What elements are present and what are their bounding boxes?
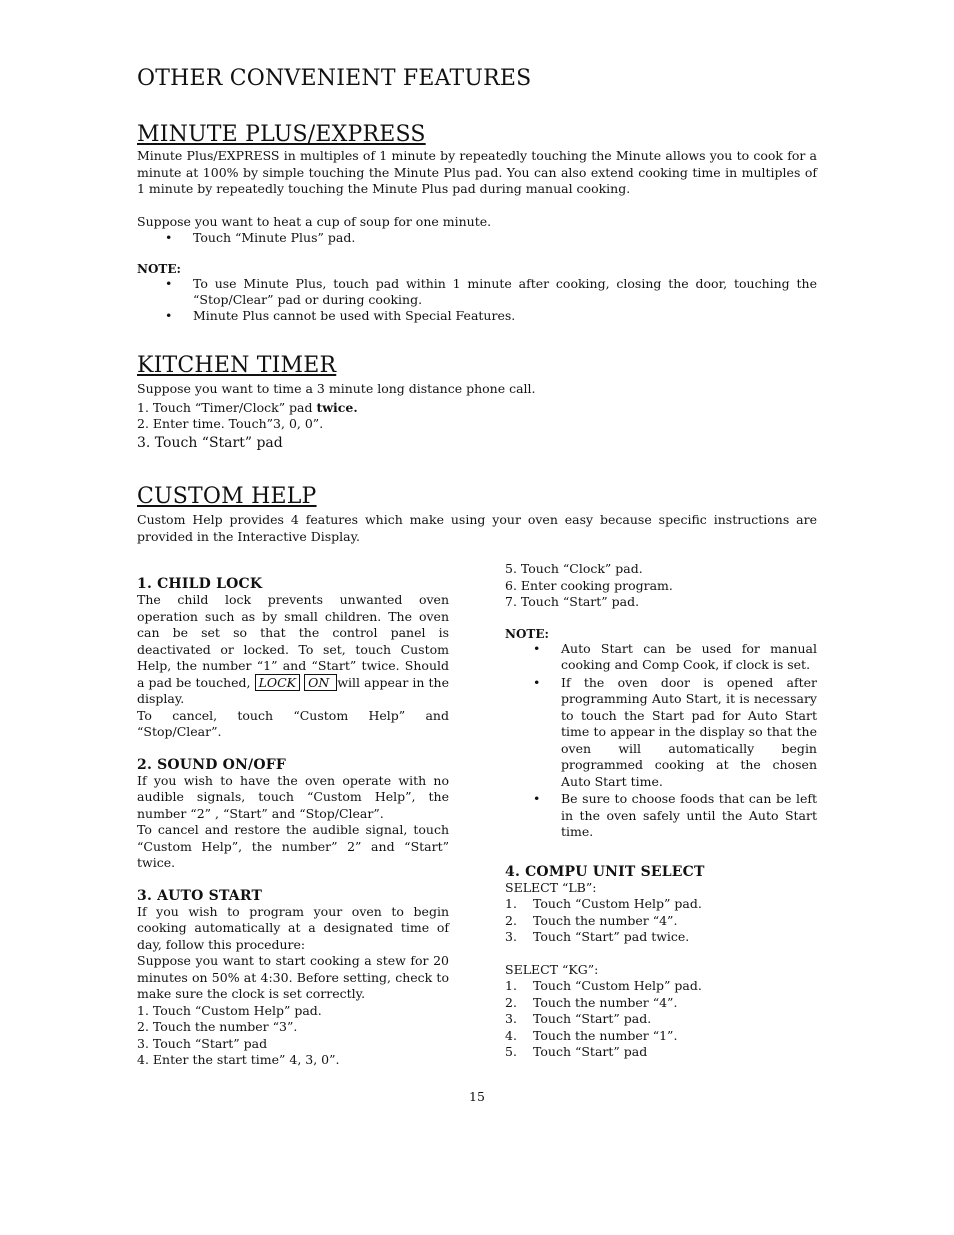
- child-lock-heading: 1. CHILD LOCK: [137, 576, 263, 592]
- auto-start-step: 4. Enter the start time” 4, 3, 0”.: [137, 1052, 340, 1067]
- auto-start-text: If you wish to program your oven to begin cooking automatically at a designated time of day, follow this procedure:: [137, 903, 449, 952]
- step-number: 5.: [505, 1044, 517, 1059]
- auto-start-step: 3. Touch “Start” pad: [137, 1035, 268, 1051]
- minute-plus-notes: [137, 276, 817, 324]
- step-text: Touch “Start” pad.: [533, 1011, 652, 1026]
- list-item: • If the oven door is opened after programming Auto Start, it is necessary to touch the Start pad for Auto Start time to appear in the display so that the oven will automatically begin programmed cooking at the chosen Auto Start time.: [505, 675, 817, 791]
- step-number: 1.: [505, 896, 517, 911]
- minute-plus-section: [137, 148, 817, 324]
- auto-start-step: 1. Touch “Custom Help” pad.: [137, 1002, 322, 1018]
- custom-help-intro: Custom Help provides 4 features which make using your oven easy because specific instructions are provided in the Interactive Display.: [137, 512, 817, 544]
- kitchen-timer-step3: 3. Touch “Start” pad: [137, 434, 283, 451]
- note-label: NOTE:: [137, 262, 181, 276]
- list-item: • Touch “Minute Plus” pad.: [137, 230, 817, 246]
- list-item: [505, 1044, 817, 1061]
- note-label: NOTE:: [505, 626, 549, 641]
- on-display-box: ON: [304, 674, 337, 691]
- list-item: [505, 1028, 817, 1045]
- kitchen-timer-heading: KITCHEN TIMER: [137, 353, 337, 378]
- auto-start-heading: 3. AUTO START: [137, 887, 263, 904]
- custom-help-intro-block: [137, 512, 817, 545]
- kg-label: SELECT “KG”:: [505, 961, 599, 977]
- kitchen-timer-step1: [137, 400, 817, 417]
- child-lock-text-after: will appear in the display.: [137, 674, 449, 706]
- step-text: Touch “Start” pad: [533, 1044, 648, 1059]
- right-column: [505, 561, 817, 1061]
- step-text: Touch “Custom Help” pad.: [533, 978, 702, 993]
- lb-label: SELECT “LB”:: [505, 879, 597, 895]
- step-text: Touch the number “4”.: [533, 994, 678, 1010]
- auto-start-step: 2. Touch the number “3”.: [137, 1019, 298, 1034]
- auto-start-step: 7. Touch “Start” pad.: [505, 594, 640, 609]
- list-item: [505, 1011, 817, 1028]
- compu-unit-heading: 4. COMPU UNIT SELECT: [505, 863, 705, 880]
- step-text: Touch the number “1”.: [533, 1027, 678, 1043]
- lb-steps: [505, 896, 817, 946]
- list-item: [505, 995, 817, 1012]
- sound-cancel: To cancel and restore the audible signal, touch “Custom Help”, the number” 2” and “Start” twice.: [137, 822, 449, 870]
- kg-steps: [505, 978, 817, 1061]
- step-number: 1.: [505, 978, 517, 993]
- lock-display-box: LOCK: [255, 674, 300, 691]
- left-column: [137, 576, 449, 1069]
- step-number: 2.: [505, 994, 517, 1010]
- step-number: 2.: [505, 912, 517, 928]
- list-item: [505, 913, 817, 930]
- custom-help-heading: CUSTOM HELP: [137, 484, 317, 509]
- step-number: 4.: [505, 1027, 517, 1043]
- sound-text: If you wish to have the oven operate with no audible signals, touch “Custom Help”, the number “2” , “Start” and “Stop/Clear”.: [137, 772, 449, 821]
- step-emphasis: twice.: [316, 399, 358, 415]
- sound-heading: 2. SOUND ON/OFF: [137, 756, 286, 773]
- list-item: • Be sure to choose foods that can be left in the oven safely until the Auto Start time.: [505, 791, 817, 841]
- list-item: [505, 896, 817, 913]
- minute-plus-intro: Minute Plus/EXPRESS in multiples of 1 minute by repeatedly touching the Minute allows you to cook for a minute at 100% by simple touching the Minute Plus pad. You can also extend cooking time in multiples of 1 minute by repeatedly touching the Minute Plus pad during manual cooking.: [137, 148, 817, 196]
- step-number: 3.: [505, 1011, 517, 1026]
- minute-plus-example: Suppose you want to heat a cup of soup for one minute.: [137, 213, 492, 229]
- step-text: Touch “Start” pad twice.: [533, 929, 690, 944]
- kitchen-timer-intro: Suppose you want to time a 3 minute long distance phone call.: [137, 381, 536, 396]
- kitchen-timer-step2: 2. Enter time. Touch”3, 0, 0”.: [137, 416, 324, 431]
- minute-plus-steps: [137, 230, 817, 246]
- kitchen-timer-section: [137, 381, 817, 453]
- child-lock-cancel: To cancel, touch “Custom Help” and “Stop/Clear”.: [137, 707, 449, 739]
- list-item: [505, 929, 817, 946]
- auto-start-step: 6. Enter cooking program.: [505, 577, 673, 593]
- minute-plus-heading: MINUTE PLUS/EXPRESS: [137, 122, 426, 147]
- step-text: Touch “Custom Help” pad.: [533, 896, 702, 911]
- list-item: • Minute Plus cannot be used with Special Features.: [137, 308, 817, 324]
- auto-start-example: Suppose you want to start cooking a stew for 20 minutes on 50% at 4:30. Before setting, check to make sure the clock is set correctly.: [137, 953, 449, 1001]
- list-item: [505, 978, 817, 995]
- list-item: • To use Minute Plus, touch pad within 1 minute after cooking, closing the door, touching the “Stop/Clear” pad or during cooking.: [137, 276, 817, 308]
- child-lock-text: [137, 592, 449, 708]
- auto-start-step: 5. Touch “Clock” pad.: [505, 561, 643, 576]
- list-item: • Auto Start can be used for manual cooking and Comp Cook, if clock is set.: [505, 641, 817, 674]
- page-number: 15: [469, 1089, 485, 1104]
- step-number: 3.: [505, 929, 517, 944]
- step-text: 1. Touch “Timer/Clock” pad: [137, 399, 317, 415]
- auto-start-notes: [505, 641, 817, 841]
- step-text: Touch the number “4”.: [533, 912, 678, 928]
- child-lock-text-before: The child lock prevents unwanted oven operation such as by small children. The oven can be set so that the control panel is deactivated or locked. To set, touch Custom Help, the number “1” and “Start” twice. Should a pad be touched,: [137, 592, 449, 690]
- page-title: OTHER CONVENIENT FEATURES: [137, 66, 532, 91]
